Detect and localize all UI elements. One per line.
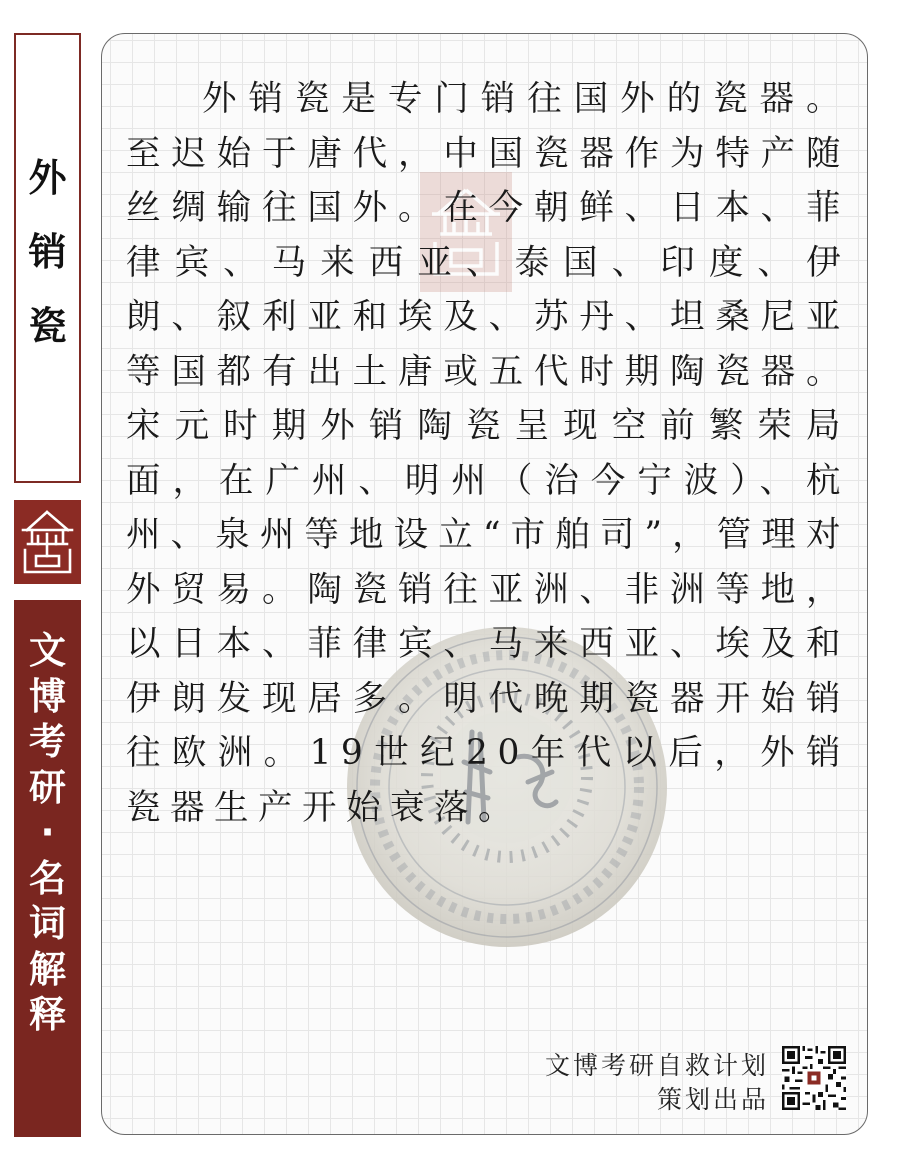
- banner-char: 名: [29, 856, 66, 900]
- banner-text: [14, 628, 81, 1038]
- banner-char: 词: [29, 902, 66, 945]
- series-banner: [14, 600, 81, 1137]
- banner-char: 释: [29, 993, 66, 1036]
- qr-code-icon[interactable]: [782, 1046, 846, 1110]
- title-char: 销: [28, 230, 67, 274]
- title-char: 外: [28, 156, 67, 200]
- seal-logo-icon: [14, 500, 81, 584]
- page-title: [16, 141, 79, 363]
- credit-line-2: 策划出品: [656, 1085, 769, 1114]
- banner-char: 研: [29, 765, 66, 809]
- banner-char: 考: [29, 720, 66, 763]
- banner-char: ·: [40, 811, 55, 854]
- banner-char: 文: [29, 629, 66, 672]
- banner-char: 博: [29, 674, 66, 718]
- banner-char: 解: [29, 947, 66, 991]
- credit-line-1: 文博考研自救计划: [544, 1051, 769, 1080]
- title-char: 瓷: [28, 304, 67, 348]
- content-panel: [101, 33, 868, 1135]
- title-box: [14, 33, 81, 483]
- body-text: 外销瓷是专门销往国外的瓷器。至迟始于唐代，中国瓷器作为特产随丝绸输往国外。在今朝鲜、日本、菲律宾、马来西亚、泰国、印度、伊朗、叙利亚和埃及、苏丹、坦桑尼亚等国都有出土唐或五代时期陶瓷器。宋元时期外销陶瓷呈现空前繁荣局面，在广州、明州（治今宁波）、杭州、泉州等地设立“市舶司”，管理对外贸易。陶瓷销往亚洲、非洲等地，以日本、菲律宾、马来西亚、埃及和伊朗发现居多。明代晚期瓷器开始销往欧洲。19世纪20年代以后，外销瓷器生产开始衰落。: [126, 79, 850, 828]
